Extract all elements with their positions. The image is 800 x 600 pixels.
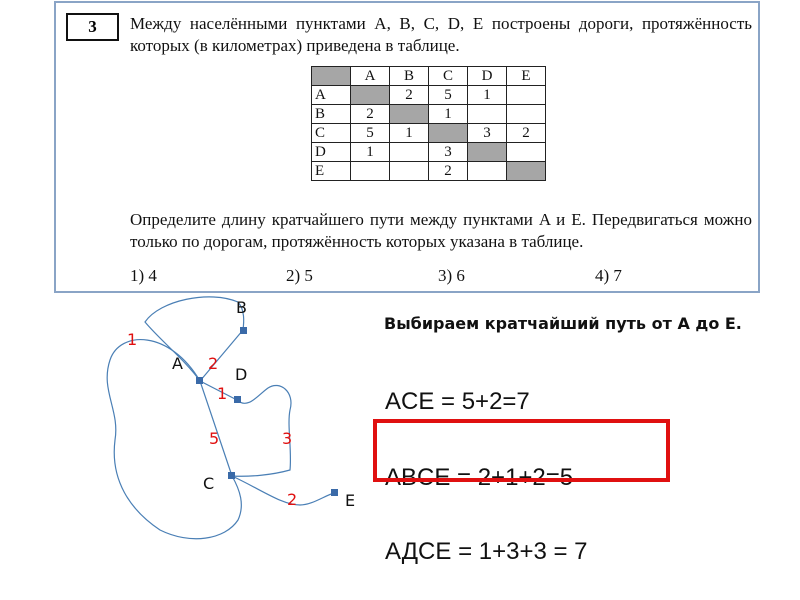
answer-option-1[interactable]: 1) 4 [130, 266, 157, 285]
table-cell [468, 105, 507, 124]
table-cell [468, 143, 507, 162]
solution-heading: Выбираем кратчайший путь от A до E. [384, 314, 742, 333]
table-header-cell: E [507, 67, 546, 86]
node-label-c: C [203, 474, 215, 493]
table-cell: 3 [429, 143, 468, 162]
node-e [331, 489, 338, 496]
table-cell: 2 [507, 124, 546, 143]
table-cell: 1 [468, 86, 507, 105]
answer-options [130, 266, 752, 288]
table-row-label: D [312, 143, 351, 162]
answer-option-2[interactable]: 2) 5 [286, 266, 313, 285]
node-label-a: A [172, 354, 183, 373]
table-cell [390, 105, 429, 124]
table-cell: 1 [390, 124, 429, 143]
table-cell: 2 [390, 86, 429, 105]
task-card [54, 1, 760, 293]
road-graph [0, 290, 370, 550]
edge-a-b-curve [145, 297, 244, 381]
table-row-label: C [312, 124, 351, 143]
task-question: Определите длину кратчайшего пути между пунктами A и E. Передвигаться можно только по дорогам, протяжённость которых указана в таблице. [130, 210, 752, 251]
node-label-d: D [235, 365, 248, 384]
path-ace: ACE = 5+2=7 [385, 388, 530, 415]
edge-c-e [232, 476, 334, 505]
edge-weight-a-b-curve: 1 [127, 330, 138, 349]
node-label-b: B [236, 298, 247, 317]
table-row [312, 162, 546, 181]
table-header-cell: C [429, 67, 468, 86]
table-cell [507, 105, 546, 124]
node-label-e: E [345, 491, 356, 510]
node-c [228, 472, 235, 479]
node-a [196, 377, 203, 384]
answer-option-3[interactable]: 3) 6 [438, 266, 465, 285]
table-header-row [312, 67, 546, 86]
node-b [240, 327, 247, 334]
answer-option-4[interactable]: 4) 7 [595, 266, 622, 285]
table-cell [390, 162, 429, 181]
table-header-cell: D [468, 67, 507, 86]
distance-table [311, 66, 546, 181]
table-header-cell: B [390, 67, 429, 86]
table-cell [390, 143, 429, 162]
table-row [312, 143, 546, 162]
edge-weight-d-c: 3 [282, 429, 293, 448]
table-cell: 5 [429, 86, 468, 105]
table-cell: 2 [429, 162, 468, 181]
table-cell: 3 [468, 124, 507, 143]
task-number: 3 [66, 13, 119, 41]
table-cell: 1 [429, 105, 468, 124]
table-cell [507, 86, 546, 105]
table-row-label: B [312, 105, 351, 124]
table-cell [351, 162, 390, 181]
edge-weight-a-c: 5 [209, 429, 220, 448]
table-cell: 2 [351, 105, 390, 124]
table-cell [468, 162, 507, 181]
table-row-label: A [312, 86, 351, 105]
table-row [312, 124, 546, 143]
table-corner-cell [312, 67, 351, 86]
table-cell [351, 86, 390, 105]
table-row [312, 105, 546, 124]
edge-weight-c-e: 2 [287, 490, 298, 509]
table-cell [429, 124, 468, 143]
edge-weight-a-b-direct: 2 [208, 354, 219, 373]
task-intro: Между населёнными пунктами A, B, C, D, E построены дороги, протяжённость которых (в километрах) приведена в таблице. [130, 14, 752, 55]
table-row [312, 86, 546, 105]
highlight-frame [373, 419, 670, 482]
path-adce: АДCE = 1+3+3 = 7 [385, 538, 588, 565]
table-row-label: E [312, 162, 351, 181]
table-cell [507, 162, 546, 181]
table-header-cell: A [351, 67, 390, 86]
table-cell: 5 [351, 124, 390, 143]
edge-weight-a-d: 1 [217, 384, 228, 403]
table-cell: 1 [351, 143, 390, 162]
path-abce: ABCE = 2+1+2=5 [385, 464, 574, 491]
table-cell [507, 143, 546, 162]
node-d [234, 396, 241, 403]
